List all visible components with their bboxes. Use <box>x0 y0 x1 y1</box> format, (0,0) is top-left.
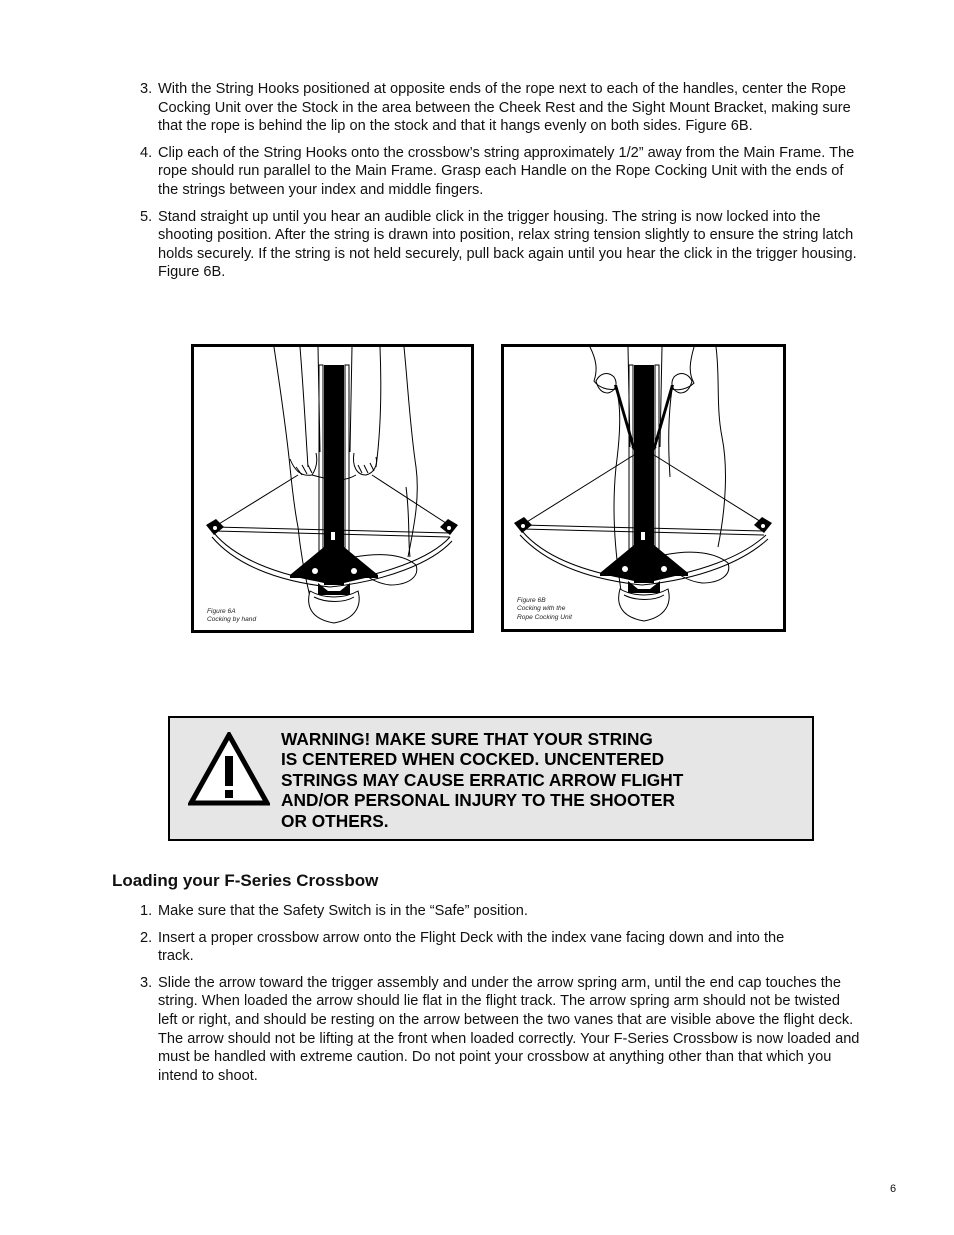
warning-line: AND/OR PERSONAL INJURY TO THE SHOOTER <box>281 790 675 811</box>
crossbow-hand-cocking-illustration <box>194 347 471 630</box>
cocking-steps <box>140 80 860 290</box>
step-text: Stand straight up until you hear an audible click in the trigger housing. The string is now locked into the shooting position. After the string is drawn into position, relax string tension slightly to ensure the string latch holds securely. If the string is not held securely, pull back again until you hear the click in the trigger housing. Figure 6B. <box>158 208 857 281</box>
step-item <box>140 144 860 200</box>
step-number: 2. <box>140 929 153 946</box>
step-number: 1. <box>140 903 153 919</box>
figure-6b <box>501 344 786 632</box>
step-number: 4. <box>140 144 153 161</box>
warning-line: WARNING! MAKE SURE THAT YOUR STRING <box>281 729 653 749</box>
warning-line: IS CENTERED WHEN COCKED. UNCENTERED <box>281 749 665 770</box>
figure-6b-description-line-1: Cocking with the <box>517 605 566 613</box>
step-item <box>140 208 860 282</box>
step-item <box>140 929 860 966</box>
step-text: Insert a proper crossbow arrow onto the Flight Deck with the index vane facing down and into the track. <box>158 929 785 965</box>
figure-6a-label: Figure 6A <box>207 608 236 615</box>
step-text: Clip each of the String Hooks onto the crossbow’s string approximately 1/2” away from the Main Frame. The rope should run parallel to the Main Frame. Grasp each Handle on the Rope Cocking Unit with the ends of the strings between your index and middle fingers. <box>158 144 855 198</box>
figure-6b-label: Figure 6B <box>517 597 546 604</box>
warning-line: OR OTHERS. <box>281 810 389 831</box>
step-item <box>140 902 860 921</box>
step-text: Make sure that the Safety Switch is in the “Safe” position. <box>158 903 528 919</box>
step-text: With the String Hooks positioned at opposite ends of the rope next to each of the handles, center the Rope Cocking Unit over the Stock in the area between the Cheek Rest and the Sight Mount Bracket, making sure that the rope is behind the lip on the stock and that it hangs evenly on both sides. Figure 6B. <box>158 81 851 135</box>
step-number: 3. <box>140 81 153 97</box>
figure-6b-description-line-2: Rope Cocking Unit <box>517 613 572 621</box>
step-text: Slide the arrow toward the trigger assembly and under the arrow spring arm, until the end cap touches the string. When loaded the arrow should lie flat in the flight track. The arrow spring arm should not be twisted left or right, and should be resting on the arrow between the two vanes that are visible above the flight deck. The arrow should not be lifting at the front when loaded correctly. Your F-Series Crossbow is now loaded and must be handled with extreme caution. Do not point your crossbow at anything other than that which you intend to shoot. <box>158 974 860 1084</box>
warning-triangle-icon <box>188 732 270 806</box>
figure-6a-description: Cocking by hand <box>207 616 257 624</box>
loading-steps <box>140 902 860 1093</box>
page-number: 6 <box>890 1183 897 1195</box>
figure-6a-caption <box>207 608 256 625</box>
step-item <box>140 974 860 1086</box>
step-number: 3. <box>140 974 153 991</box>
warning-box <box>168 716 814 841</box>
figure-6a <box>191 344 474 633</box>
section-heading: Loading your F-Series Crossbow <box>112 871 379 890</box>
warning-text <box>281 729 741 831</box>
warning-line: STRINGS MAY CAUSE ERRATIC ARROW FLIGHT <box>281 769 684 790</box>
figure-6b-caption <box>517 597 572 622</box>
crossbow-rope-cocking-illustration <box>504 347 783 629</box>
step-number: 5. <box>140 208 153 225</box>
step-item <box>140 80 860 136</box>
